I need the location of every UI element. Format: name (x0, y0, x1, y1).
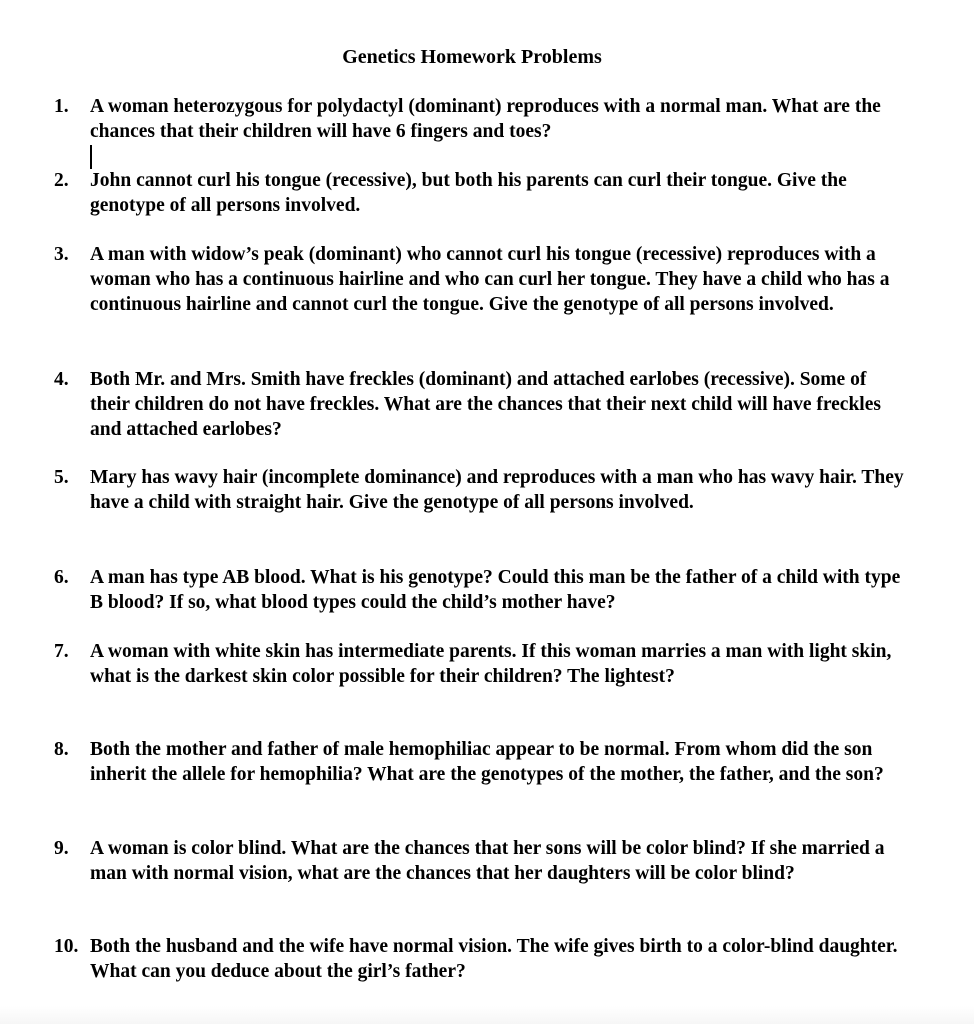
problem-text: A woman with white skin has intermediate parents. If this woman marries a man with light skin, what is the darkest skin color possible for their children? The lightest? (90, 641, 892, 687)
problem-number: 8. (54, 739, 69, 760)
problem-text: A man with widow’s peak (dominant) who cannot curl his tongue (recessive) reproduces with a woman who has a continuous hairline and who can curl her tongue. They have a child who has a continuous hairline and cannot curl the tongue. Give the genotype of all persons involved. (90, 244, 890, 315)
problem-6 (54, 566, 904, 616)
problem-text: Both the mother and father of male hemophiliac appear to be normal. From whom did the son inherit the allele for hemophilia? What are the genotypes of the mother, the father, and the son? (90, 739, 884, 785)
problem-8 (54, 738, 904, 788)
problem-text: A man has type AB blood. What is his genotype? Could this man be the father of a child with type B blood? If so, what blood types could the child’s mother have? (90, 567, 901, 613)
problem-text: Both Mr. and Mrs. Smith have freckles (dominant) and attached earlobes (recessive). Some of their children do not have freckles. What are the chances that their next child will have freckles and attached earlobes? (90, 369, 881, 440)
problem-text: A woman is color blind. What are the chances that her sons will be color blind? If she married a man with normal vision, what are the chances that her daughters will be color blind? (90, 838, 885, 884)
problem-9 (54, 837, 904, 887)
problem-5 (54, 466, 904, 516)
problem-text: Mary has wavy hair (incomplete dominance) and reproduces with a man who has wavy hair. They have a child with straight hair. Give the genotype of all persons involved. (90, 467, 904, 513)
problem-number: 3. (54, 244, 69, 265)
problem-number: 5. (54, 467, 69, 488)
problem-number: 6. (54, 567, 69, 588)
problem-text: John cannot curl his tongue (recessive), but both his parents can curl their tongue. Give the genotype of all persons involved. (90, 170, 847, 216)
problem-number: 10. (54, 936, 79, 957)
problem-number: 2. (54, 170, 69, 191)
problem-10 (54, 935, 904, 985)
problem-number: 1. (54, 96, 69, 117)
problem-text: Both the husband and the wife have normal vision. The wife gives birth to a color-blind daughter. What can you deduce about the girl’s father? (90, 936, 898, 982)
problem-number: 9. (54, 838, 69, 859)
problem-text: A woman heterozygous for polydactyl (dominant) reproduces with a normal man. What are the chances that their children will have 6 fingers and toes? (90, 96, 881, 142)
problem-1 (54, 95, 904, 145)
problem-2 (54, 169, 904, 219)
text-cursor (90, 145, 92, 169)
problem-4 (54, 368, 904, 442)
problem-3 (54, 243, 904, 317)
page-bottom-shadow (0, 1006, 974, 1024)
problem-number: 7. (54, 641, 69, 662)
problem-7 (54, 640, 904, 690)
page-title: Genetics Homework Problems (342, 46, 602, 68)
problem-number: 4. (54, 369, 69, 390)
